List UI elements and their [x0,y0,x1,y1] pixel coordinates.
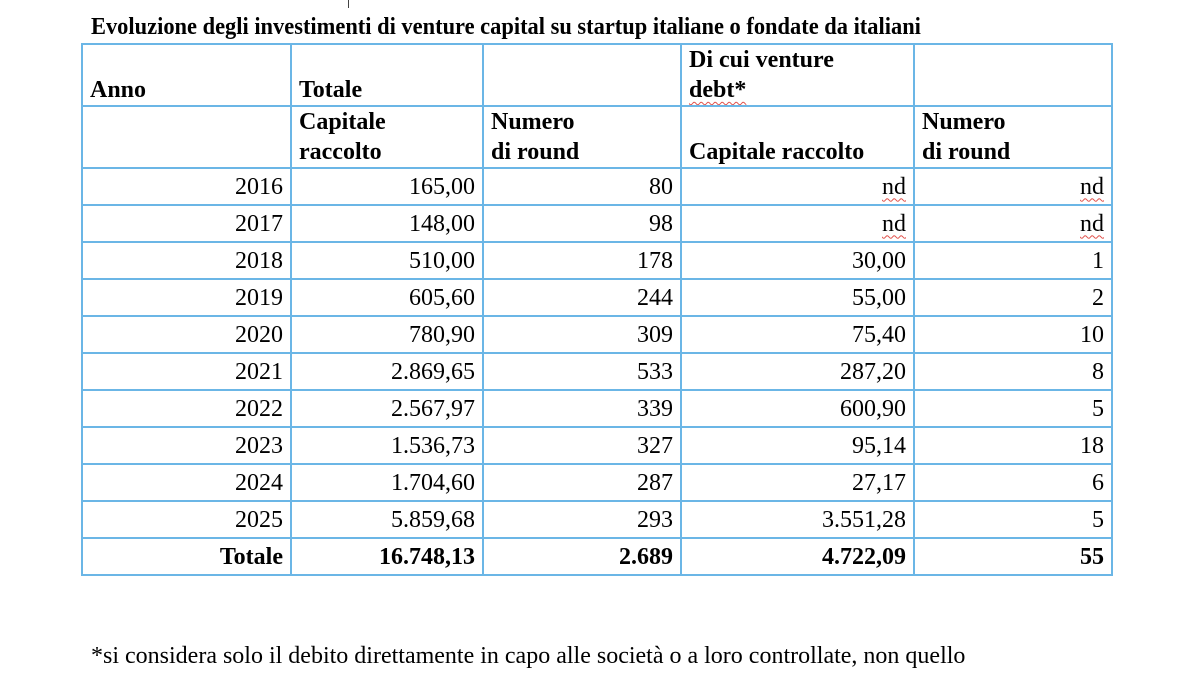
header-empty-2 [914,44,1112,106]
cell-anno: 2018 [82,242,291,279]
table-row [82,390,1112,427]
cell-vd-capitale: 287,20 [681,353,914,390]
cell-capitale: 5.859,68 [291,501,483,538]
cell-round: 287 [483,464,681,501]
cell-capitale: 1.536,73 [291,427,483,464]
cell-capitale: 148,00 [291,205,483,242]
table-row [82,242,1112,279]
totals-row [82,538,1112,575]
cell-capitale: 605,60 [291,279,483,316]
table-row [82,427,1112,464]
cell-vd-round: 8 [914,353,1112,390]
header-empty-3 [82,106,291,168]
header-anno: Anno [82,44,291,106]
table-row [82,279,1112,316]
cell-vd-capitale: 3.551,28 [681,501,914,538]
cell-round: 178 [483,242,681,279]
cell-vd-round: 10 [914,316,1112,353]
cell-round: 293 [483,501,681,538]
cell-round: 309 [483,316,681,353]
header-totale: Totale [291,44,483,106]
table-row [82,501,1112,538]
cell-anno: 2023 [82,427,291,464]
cell-anno: 2017 [82,205,291,242]
cell-vd-round: 5 [914,390,1112,427]
cell-vd-capitale: 27,17 [681,464,914,501]
cell-vd-round: nd [914,168,1112,205]
header-vd-capitale-raccolto: Capitale raccolto [681,106,914,168]
cell-round: 244 [483,279,681,316]
cell-capitale: 2.567,97 [291,390,483,427]
table-row [82,205,1112,242]
total-capitale: 16.748,13 [291,538,483,575]
cell-vd-round: 18 [914,427,1112,464]
total-vd-capitale: 4.722,09 [681,538,914,575]
cell-round: 80 [483,168,681,205]
cell-vd-capitale: 75,40 [681,316,914,353]
cell-vd-capitale: nd [681,168,914,205]
header-vd-numero-round: Numero di round [914,106,1112,168]
total-round: 2.689 [483,538,681,575]
cell-vd-round: 6 [914,464,1112,501]
cell-vd-round: 1 [914,242,1112,279]
header-empty-1 [483,44,681,106]
cell-vd-capitale: 600,90 [681,390,914,427]
table-row [82,353,1112,390]
cell-anno: 2020 [82,316,291,353]
total-vd-round: 55 [914,538,1112,575]
cell-capitale: 2.869,65 [291,353,483,390]
cell-vd-round: nd [914,205,1112,242]
venture-capital-table [81,43,1113,576]
cell-anno: 2021 [82,353,291,390]
cell-vd-round: 5 [914,501,1112,538]
text-cursor-mark [348,0,349,8]
cell-round: 533 [483,353,681,390]
header-row-2 [82,106,1112,168]
total-label: Totale [82,538,291,575]
cell-anno: 2016 [82,168,291,205]
cell-round: 98 [483,205,681,242]
header-row-1 [82,44,1112,106]
cell-vd-capitale: 55,00 [681,279,914,316]
footnote: *si considera solo il debito direttamente in capo alle società o a loro controllate, non quello [91,643,966,669]
cell-vd-capitale: 30,00 [681,242,914,279]
cell-anno: 2024 [82,464,291,501]
cell-capitale: 165,00 [291,168,483,205]
table-row [82,464,1112,501]
table-title: Evoluzione degli investimenti di venture capital su startup italiane o fondate da italiani [91,14,921,40]
table-row [82,316,1112,353]
cell-round: 327 [483,427,681,464]
cell-round: 339 [483,390,681,427]
header-venture-debt: Di cui venture debt* [681,44,914,106]
cell-capitale: 1.704,60 [291,464,483,501]
cell-anno: 2022 [82,390,291,427]
table-row [82,168,1112,205]
cell-capitale: 510,00 [291,242,483,279]
header-numero-round: Numero di round [483,106,681,168]
header-capitale-raccolto: Capitale raccolto [291,106,483,168]
cell-capitale: 780,90 [291,316,483,353]
cell-anno: 2025 [82,501,291,538]
cell-vd-capitale: nd [681,205,914,242]
cell-vd-capitale: 95,14 [681,427,914,464]
cell-vd-round: 2 [914,279,1112,316]
cell-anno: 2019 [82,279,291,316]
